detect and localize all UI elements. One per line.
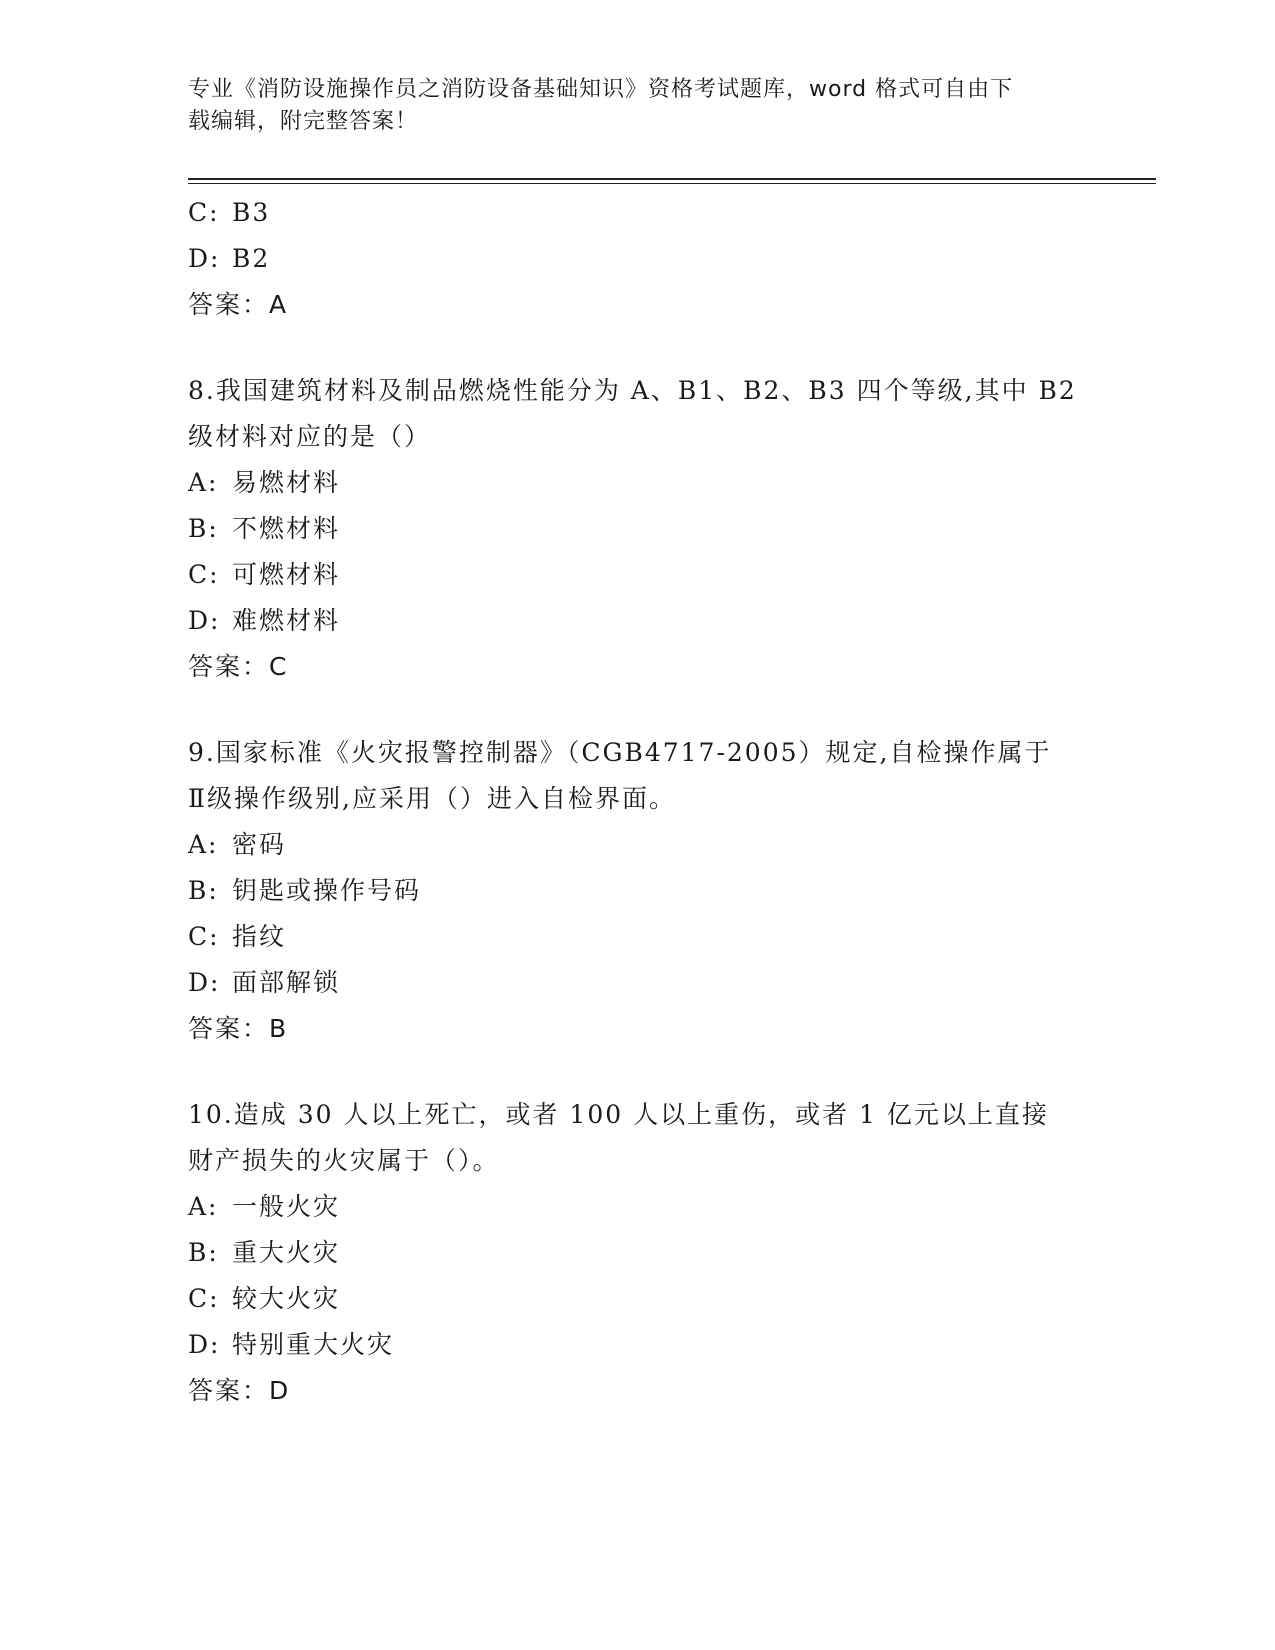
option-label: A: bbox=[188, 468, 219, 497]
option-text: B3 bbox=[232, 198, 271, 227]
answer-line: 答案：B bbox=[188, 1014, 289, 1043]
option-a bbox=[188, 460, 1088, 506]
option-c bbox=[188, 552, 1088, 598]
question-stem-line-2: 财产损失的火灾属于（）。 bbox=[188, 1146, 500, 1175]
option-label: C: bbox=[188, 922, 220, 951]
option-text: 钥匙或操作号码 bbox=[232, 876, 422, 905]
header-line-1: 专业《消防设施操作员之消防设备基础知识》资格考试题库，word 格式可自由下 bbox=[188, 77, 1014, 102]
option-d bbox=[188, 236, 1088, 282]
option-a bbox=[188, 822, 1088, 868]
option-label: D: bbox=[188, 606, 221, 635]
option-label: D: bbox=[188, 1330, 221, 1359]
option-d bbox=[188, 1322, 1088, 1368]
option-c bbox=[188, 914, 1088, 960]
option-c bbox=[188, 190, 1088, 236]
option-label: B: bbox=[188, 1238, 219, 1267]
option-text: B2 bbox=[232, 244, 271, 273]
option-text: 一般火灾 bbox=[232, 1192, 341, 1221]
question-8 bbox=[188, 368, 1088, 690]
header-divider-thin bbox=[188, 183, 1156, 184]
option-label: B: bbox=[188, 876, 219, 905]
question-9 bbox=[188, 730, 1088, 1052]
option-label: A: bbox=[188, 1192, 219, 1221]
question-stem-line-2: 级材料对应的是（） bbox=[188, 422, 432, 451]
question-stem-line-1: 8.我国建筑材料及制品燃烧性能分为 A、B1、B2、B3 四个等级,其中 B2 bbox=[188, 376, 1077, 405]
option-label: A: bbox=[188, 830, 219, 859]
option-d bbox=[188, 598, 1088, 644]
question-10 bbox=[188, 1092, 1088, 1414]
option-b bbox=[188, 1230, 1088, 1276]
answer-line: 答案：D bbox=[188, 1376, 291, 1405]
question-stem-line-1: 10.造成 30 人以上死亡，或者 100 人以上重伤，或者 1 亿元以上直接 bbox=[188, 1100, 1049, 1129]
header-divider-thick bbox=[188, 178, 1156, 180]
option-text: 不燃材料 bbox=[232, 514, 341, 543]
option-text: 可燃材料 bbox=[232, 560, 341, 589]
option-text: 密码 bbox=[232, 830, 287, 859]
option-text: 面部解锁 bbox=[232, 968, 341, 997]
option-text: 特别重大火灾 bbox=[232, 1330, 395, 1359]
option-label: D: bbox=[188, 244, 221, 273]
option-text: 指纹 bbox=[232, 922, 287, 951]
question-7-continuation bbox=[188, 190, 1088, 328]
option-label: C: bbox=[188, 198, 220, 227]
option-label: D: bbox=[188, 968, 221, 997]
option-label: B: bbox=[188, 514, 219, 543]
option-label: C: bbox=[188, 1284, 220, 1313]
option-label: C: bbox=[188, 560, 220, 589]
option-c bbox=[188, 1276, 1088, 1322]
option-d bbox=[188, 960, 1088, 1006]
option-text: 较大火灾 bbox=[232, 1284, 341, 1313]
answer-line: 答案：C bbox=[188, 652, 289, 681]
question-content bbox=[188, 190, 1088, 1414]
option-text: 重大火灾 bbox=[232, 1238, 341, 1267]
option-text: 易燃材料 bbox=[232, 468, 341, 497]
answer-line: 答案：A bbox=[188, 290, 289, 319]
question-stem-line-2: Ⅱ级操作级别,应采用（）进入自检界面。 bbox=[188, 784, 676, 813]
header-line-2: 载编辑，附完整答案！ bbox=[188, 109, 419, 134]
document-header bbox=[188, 74, 1068, 138]
option-text: 难燃材料 bbox=[232, 606, 341, 635]
question-stem-line-1: 9.国家标准《火灾报警控制器》（CGB4717-2005）规定,自检操作属于 bbox=[188, 738, 1052, 767]
option-b bbox=[188, 868, 1088, 914]
option-b bbox=[188, 506, 1088, 552]
option-a bbox=[188, 1184, 1088, 1230]
